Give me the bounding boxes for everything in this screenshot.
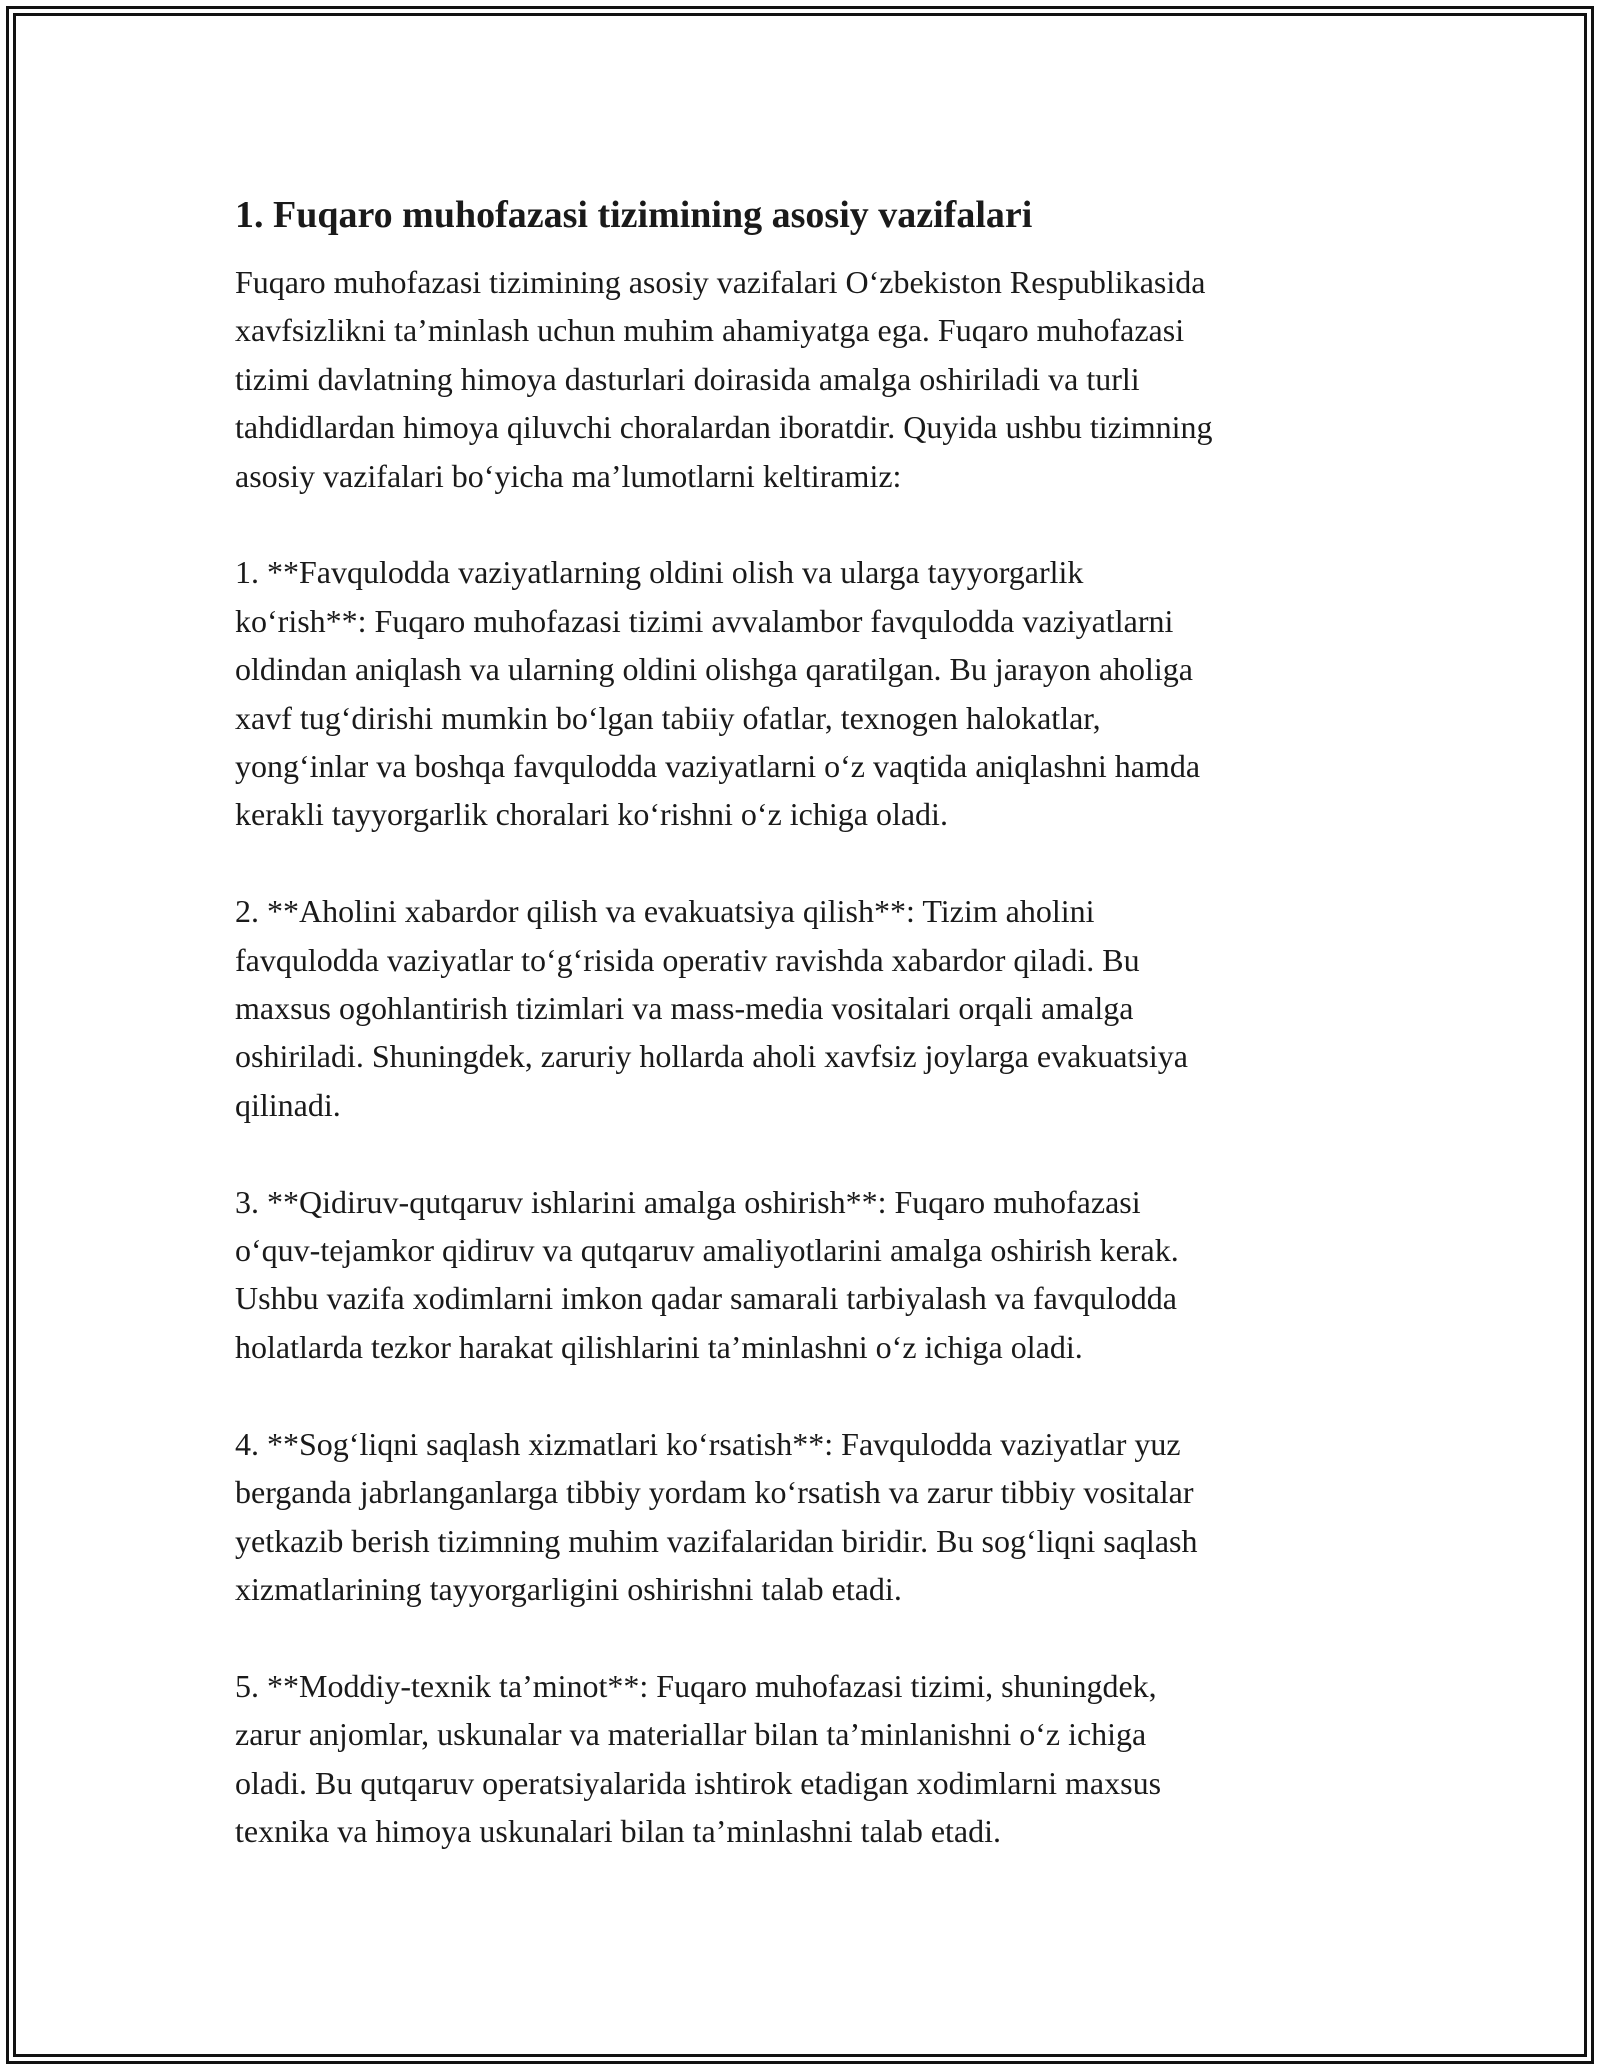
text-line: kerakli tayyorgarlik choralari ko‘rishni o‘z ichiga oladi.: [235, 796, 948, 833]
paragraph-item-1: [235, 548, 1375, 838]
text-line: yong‘inlar va boshqa favqulodda vaziyatlarni o‘z vaqtida aniqlashni hamda: [235, 748, 1201, 785]
text-line: oshiriladi. Shuningdek, zaruriy hollarda aholi xavfsiz joylarga evakuatsiya: [235, 1038, 1188, 1075]
text-line: xavf tug‘dirishi mumkin bo‘lgan tabiiy ofatlar, texnogen halokatlar,: [235, 699, 1101, 736]
text-line: Fuqaro muhofazasi tizimining asosiy vazifalari O‘zbekiston Respublikasida: [235, 264, 1206, 300]
text-line: zarur anjomlar, uskunalar va materiallar bilan ta’minlanishni o‘z ichiga: [235, 1716, 1147, 1753]
text-line: tizimi davlatning himoya dasturlari doirasida amalga oshiriladi va turli: [235, 360, 1140, 397]
paragraph-item-3: [235, 1178, 1375, 1372]
text-line: xizmatlarining tayyorgarligini oshirishni talab etadi.: [235, 1570, 902, 1607]
text-line: tahdidlardan himoya qiluvchi choralardan iboratdir. Quyida ushbu tizimning: [235, 409, 1213, 446]
text-line: qilinadi.: [235, 1086, 341, 1123]
paragraph-item-2: [235, 887, 1375, 1129]
text-line: asosiy vazifalari bo‘yicha ma’lumotlarni keltiramiz:: [235, 457, 902, 494]
text-line: texnika va himoya uskunalari bilan ta’minlashni talab etadi.: [235, 1812, 1001, 1849]
text-line: 2. **Aholini xabardor qilish va evakuatsiya qilish**: Tizim aholini: [235, 893, 1095, 930]
paragraph-intro: [235, 258, 1375, 500]
paragraph-item-4: [235, 1420, 1375, 1614]
text-line: oldindan aniqlash va ularning oldini olishga qaratilgan. Bu jarayon aholiga: [235, 651, 1193, 688]
document-title: 1. Fuqaro muhofazasi tizimining asosiy vazifalari: [235, 194, 1033, 236]
document-page: [235, 188, 1375, 1904]
text-line: maxsus ogohlantirish tizimlari va mass-media vositalari orqali amalga: [235, 990, 1134, 1027]
text-line: xavfsizlikni ta’minlash uchun muhim ahamiyatga ega. Fuqaro muhofazasi: [235, 312, 1185, 349]
text-line: oladi. Bu qutqaruv operatsiyalarida ishtirok etadigan xodimlarni maxsus: [235, 1764, 1162, 1801]
text-line: berganda jabrlanganlarga tibbiy yordam ko‘rsatish va zarur tibbiy vositalar: [235, 1474, 1194, 1511]
paragraph-item-5: [235, 1662, 1375, 1856]
text-line: favqulodda vaziyatlar to‘g‘risida operativ ravishda xabardor qiladi. Bu: [235, 941, 1140, 978]
text-line: Ushbu vazifa xodimlarni imkon qadar samarali tarbiyalash va favqulodda: [235, 1280, 1177, 1317]
text-line: holatlarda tezkor harakat qilishlarini ta’minlashni o‘z ichiga oladi.: [235, 1328, 1083, 1365]
text-line: o‘quv-tejamkor qidiruv va qutqaruv amaliyotlarini amalga oshirish kerak.: [235, 1232, 1179, 1269]
text-line: 3. **Qidiruv-qutqaruv ishlarini amalga oshirish**: Fuqaro muhofazasi: [235, 1183, 1141, 1220]
text-line: 4. **Sog‘liqni saqlash xizmatlari ko‘rsatish**: Favqulodda vaziyatlar yuz: [235, 1425, 1181, 1462]
text-line: 1. **Favqulodda vaziyatlarning oldini olish va ularga tayyorgarlik: [235, 554, 1084, 591]
text-line: 5. **Moddiy-texnik ta’minot**: Fuqaro muhofazasi tizimi, shuningdek,: [235, 1667, 1157, 1704]
text-line: ko‘rish**: Fuqaro muhofazasi tizimi avvalambor favqulodda vaziyatlarni: [235, 602, 1174, 639]
text-line: yetkazib berish tizimning muhim vazifalaridan biridir. Bu sog‘liqni saqlash: [235, 1522, 1198, 1559]
